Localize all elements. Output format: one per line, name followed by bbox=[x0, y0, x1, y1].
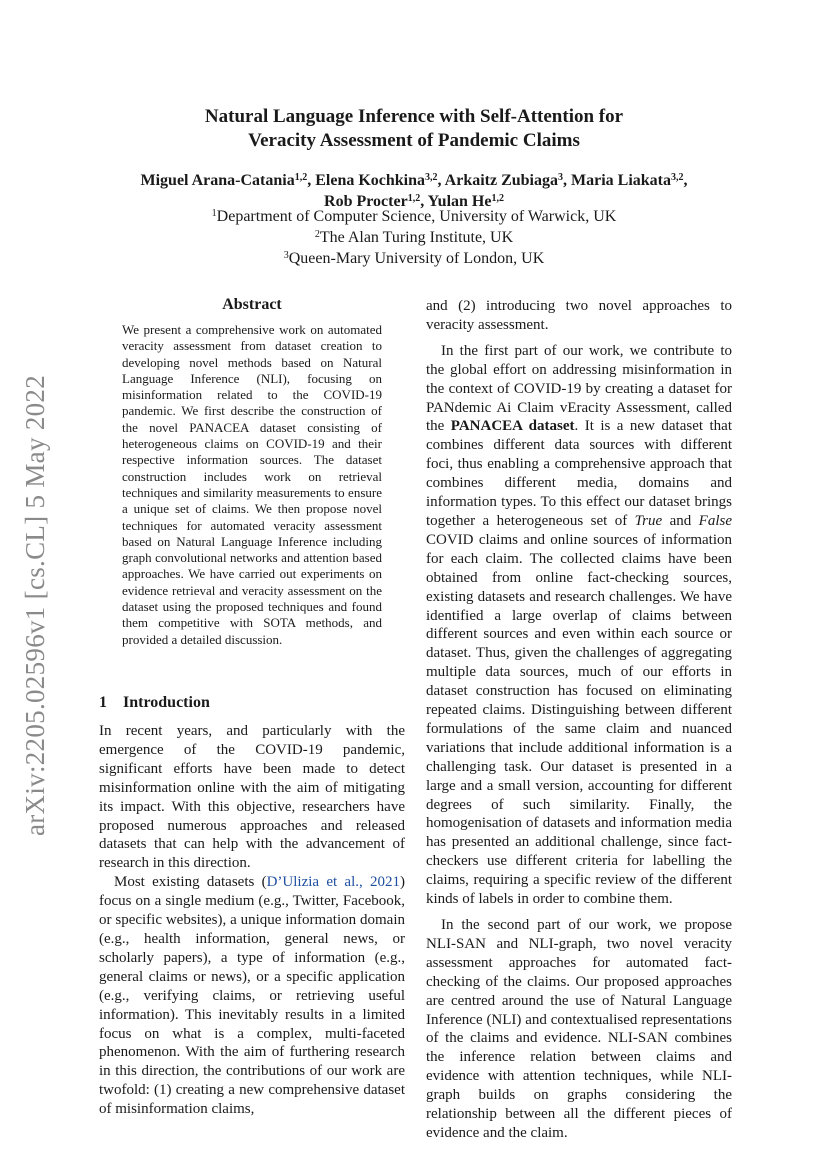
author-affiliation-mark: 3,2 bbox=[671, 172, 684, 183]
affiliation-list bbox=[100, 206, 728, 269]
label-true: True bbox=[634, 512, 663, 529]
section-title: Introduction bbox=[123, 694, 210, 711]
arxiv-identifier-stamp bbox=[18, 365, 54, 845]
dataset-name: PANACEA dataset bbox=[450, 418, 575, 435]
author-separator: , bbox=[307, 172, 316, 189]
author-affiliation-mark: 1,2 bbox=[491, 193, 504, 204]
author-affiliation-mark: 1,2 bbox=[294, 172, 308, 183]
affiliation-item bbox=[100, 206, 728, 227]
label-false: False bbox=[698, 512, 732, 529]
author-name: Elena Kochkina bbox=[315, 172, 426, 189]
section-heading-introduction bbox=[99, 694, 405, 712]
abstract-heading: Abstract bbox=[222, 296, 282, 313]
affiliation-mark: 1 bbox=[211, 208, 217, 219]
text-run: In the first part of our work, we contribute to the global effort on addressing misinformation in the context of COVID-19 by creating a dataset for PANdemic Ai Claim vEracity Assessment, called the bbox=[426, 342, 732, 435]
author-name: Miguel Arana-Catania bbox=[140, 172, 295, 189]
citation-link[interactable]: D’Ulizia et al., 2021 bbox=[266, 874, 400, 891]
title-line-2: Veracity Assessment of Pandemic Claims bbox=[248, 130, 580, 151]
section-number: 1 bbox=[99, 694, 107, 711]
author-affiliation-mark: 3,2 bbox=[425, 172, 438, 183]
text-run: ) focus on a single medium (e.g., Twitter, Facebook, or specific websites), a unique information domain (e.g., health information, general news, or scholarly papers), a type of information (e.g., general claims or news), or a specific application (e.g., verifying claims, or retrieving useful information). This inevitably results in a limited focus on what is a complex, multi-faceted phenomenon. With the aim of furthering research in this direction, the contributions of our work are twofold: (1) creating a new comprehensive dataset of misinformation claims, bbox=[99, 874, 405, 1118]
author-separator: , bbox=[437, 172, 445, 189]
text-run: and bbox=[662, 512, 699, 529]
intro-right-column bbox=[426, 297, 732, 1143]
intro-left-column bbox=[99, 722, 405, 1119]
author-affiliation-mark: 1,2 bbox=[407, 193, 421, 204]
affiliation-item bbox=[100, 227, 728, 248]
affiliation-item bbox=[100, 248, 728, 269]
author-name: Maria Liakata bbox=[571, 172, 671, 189]
affiliation-mark: 3 bbox=[283, 250, 289, 261]
intro-paragraph-methods: In the second part of our work, we propose NLI-SAN and NLI-graph, two novel veracity assessment approaches for automated fact-checking of the claims. Our proposed approaches are centred around the use of Natural Language Inference (NLI) and contextualised representations of the claims and evidence. NLI-SAN combines the inference relation between claims and evidence with attention techniques, while NLI-graph builds on graphs considering the relationship between all the different pieces of evidence and the claim. bbox=[426, 917, 732, 1141]
author-name: Arkaitz Zubiaga bbox=[444, 172, 558, 189]
title-line-1: Natural Language Inference with Self-Attention for bbox=[204, 106, 624, 127]
affiliation-text: The Alan Turing Institute, UK bbox=[319, 229, 514, 246]
intro-paragraph-2 bbox=[99, 873, 405, 1119]
intro-paragraph-panacea bbox=[426, 342, 732, 909]
author-separator: , bbox=[420, 193, 428, 210]
affiliation-mark: 2 bbox=[314, 229, 320, 240]
intro-paragraph-1: In recent years, and particularly with the emergence of the COVID-19 pandemic, significant efforts have been made to detect misinformation online with the aim of mitigating its impact. With this objective, researchers have proposed numerous approaches and released datasets that can help with the advancement of research in this direction. bbox=[99, 723, 405, 872]
arxiv-id-text: arXiv:2205.02596v1 [cs.CL] 5 May 2022 bbox=[20, 374, 51, 836]
author-affiliation-mark: 3 bbox=[558, 172, 563, 183]
affiliation-text: Queen-Mary University of London, UK bbox=[288, 250, 545, 267]
author-line-1 bbox=[100, 170, 728, 191]
text-run: . It is a new dataset that combines different data sources with different foci, thus enabling a comprehensive approach that combines different media, domains and information types. To this effect our dataset brings together a heterogeneous set of bbox=[426, 418, 732, 529]
affiliation-text: Department of Computer Science, University of Warwick, UK bbox=[216, 208, 617, 225]
intro-paragraph-continued: and (2) introducing two novel approaches to veracity assessment. bbox=[426, 298, 732, 333]
paper-title bbox=[100, 105, 728, 153]
author-separator: , bbox=[563, 172, 571, 189]
abstract-text: We present a comprehensive work on automated veracity assessment from dataset creation to developing novel methods based on Natural Language Inference (NLI), focusing on misinformation related to the COVID-19 pandemic. We first describe the construction of the novel PANACEA dataset consisting of heterogeneous claims on COVID-19 and their respective information sources. The dataset construction includes work on retrieval techniques and similarity measurements to ensure a unique set of claims. We then propose novel techniques for automated veracity assessment based on Natural Language Inference including graph convolutional networks and attention based approaches. We have carried out experiments on evidence retrieval and veracity assessment on the dataset using the proposed techniques and found them competitive with SOTA methods, and provided a detailed discussion. bbox=[122, 322, 382, 647]
author-name: Yulan He bbox=[427, 193, 492, 210]
author-separator: , bbox=[683, 172, 688, 189]
author-name: Rob Procter bbox=[324, 193, 408, 210]
text-run: COVID claims and online sources of information for each claim. The collected claims have been obtained from online fact-checking sources, existing datasets and research challenges. We have identified a large overlap of claims between different sources and even within each source or dataset. Thus, given the challenges of aggregating multiple data sources, much of our efforts in dataset construction has focused on eliminating repeated claims. Distinguishing between different formulations of the same claim and nuanced variations that include additional information is a challenging task. Our dataset is presented in a large and a small version, accounting for different degrees of such similarity. Finally, the homogenisation of datasets and information media has presented an additional challenge, since fact-checkers use different criteria for labelling the claims, requiring a specific review of the different kinds of labels in order to combine them. bbox=[426, 531, 732, 908]
text-run: Most existing datasets ( bbox=[114, 874, 267, 891]
